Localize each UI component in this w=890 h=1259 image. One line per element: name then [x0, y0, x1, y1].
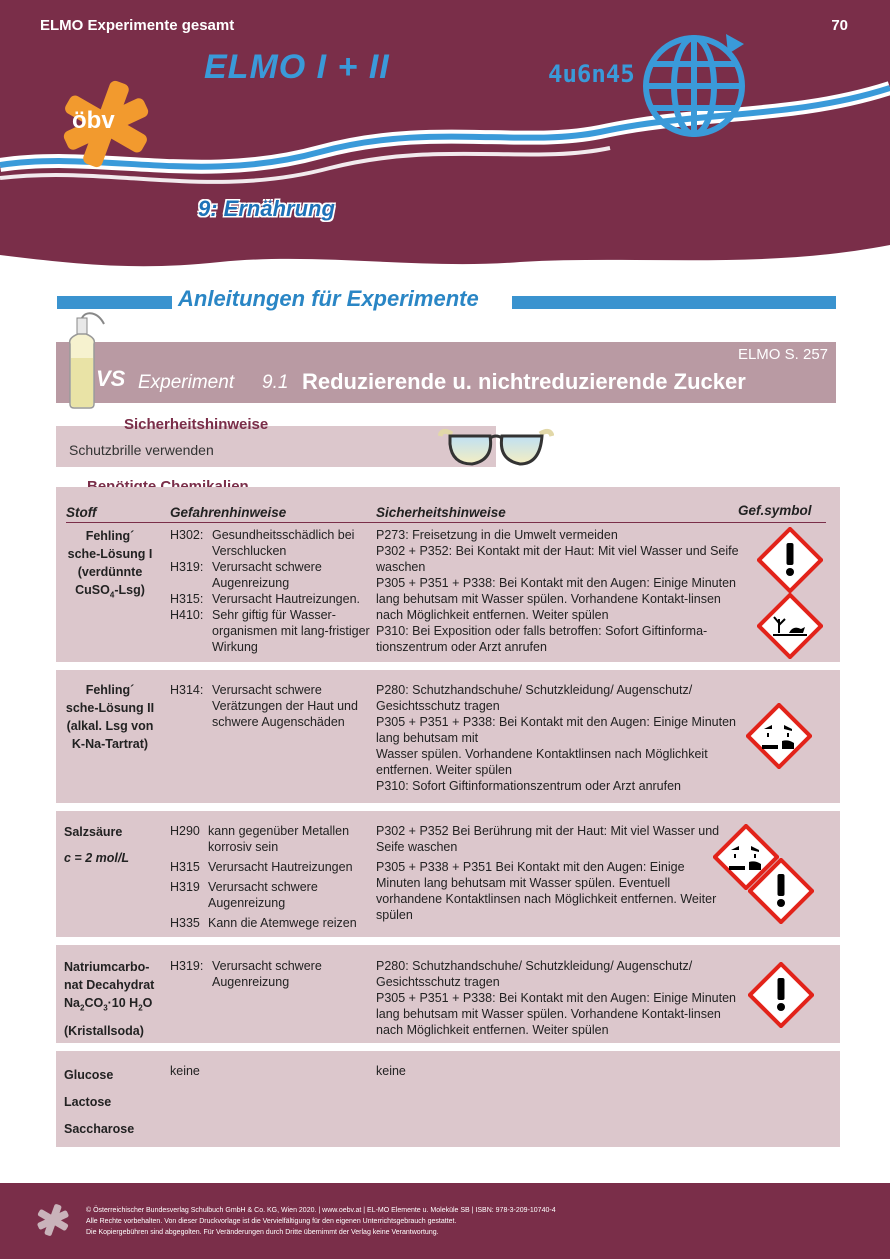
substance-name: Natriumcarbo- nat Decahydrat $Na_2CO_3\cdot 10$ $H_2O$ (Kristallsoda)	[64, 958, 168, 1040]
precaution-statements: P273: Freisetzung in die Umwelt vermeiden P302 + P352: Bei Kontakt mit der Haut: Mit viel Wasser und Seife waschen P305 + P351 + P338: Bei Kontakt mit den Augen: Einige Minuten lang behutsam mit Wasser spülen. Vorhandene Kontakt-linsen nach Möglichkeit entfernen. Weiter spülen P310: Bei Exposition oder falls betroffen: Sofort Giftinforma-tionszentrum oder Arzt anrufen	[376, 528, 739, 654]
online-code: 4u6n45	[548, 60, 635, 88]
column-header-hazard: Gefahrenhinweise	[170, 505, 287, 520]
safety-glasses-icon	[438, 424, 554, 470]
hazard-statements: H290 kann gegenüber Metallen korrosiv sein H315 Verursacht Hautreizungen H319 Verursacht schwere Augenreizung H335 Kann die Atemwege reizen	[170, 824, 357, 930]
precaution-statements: P280: Schutzhandschuhe/ Schutzkleidung/ Augenschutz/ Gesichtsschutz tragen P305 + P351 + P338: Bei Kontakt mit den Augen: Einige Minuten lang behutsam mit Wasser spülen. Vorhandene Kontaktlinsen nach Möglichkeit entfernen. Weiter spülen P310: Sofort Giftinformationszentrum oder Arzt anrufen	[376, 683, 736, 793]
precaution-statements: keine	[376, 1064, 406, 1078]
header-divider	[66, 522, 826, 523]
substance-name: Glucose Lactose Saccharose	[64, 1068, 135, 1136]
column-header-safety: Sicherheitshinweise	[376, 505, 506, 520]
page-header	[0, 0, 890, 280]
substance-name: Fehling´ sche-Lösung I (verdünnte CuSO$_4$-Lsg)	[60, 527, 160, 605]
page-footer	[0, 1183, 890, 1259]
hazard-statements: H302: Gesundheitsschädlich bei Verschlucken H319: Verursacht schwere Augenreizung H315: Verursacht Hautreizungen. H410: Sehr giftig für Wasser-organismen mit lang-fristiger Wirkung	[170, 528, 370, 654]
section-bar-left	[57, 296, 172, 309]
substance-formula: $Na_2CO_3\cdot 10$ $H_2O$	[64, 996, 153, 1013]
chapter-title: 9: Ernährung	[198, 196, 335, 221]
oebv-footer-logo-icon	[36, 1203, 70, 1237]
column-header-stoff: Stoff	[66, 505, 97, 520]
hazard-statements: keine	[170, 1064, 200, 1078]
exclamation-icon	[748, 858, 814, 924]
book-title: ELMO I + II	[204, 48, 390, 86]
section-title: Anleitungen für Experimente	[178, 286, 479, 311]
substance-formula: CuSO$_4$-Lsg)	[75, 583, 145, 600]
document-title: ELMO Experimente gesamt	[40, 17, 235, 34]
substance-name: Fehling´ sche-Lösung II (alkal. Lsg von K-Na-Tartrat)	[65, 683, 155, 751]
section-bar-right	[512, 296, 836, 309]
hazard-statements: H314: Verursacht schwere Verätzungen der Haut und schwere Augenschäden	[170, 683, 358, 729]
exclamation-icon	[748, 962, 814, 1028]
precaution-statements: P280: Schutzhandschuhe/ Schutzkleidung/ Augenschutz/ Gesichtsschutz tragen P305 + P351 + P338: Bei Kontakt mit den Augen: Einige Minuten lang behutsam mit Wasser spülen. Vorhandene Kontakt-linsen nach Möglichkeit entfernen. Weiter spülen	[376, 959, 736, 1037]
substance-concentration: c = 2 mol/L	[64, 851, 129, 865]
copyright-notice: © Österreichischer Bundesverlag Schulbuch GmbH & Co. KG, Wien 2020. | www.oebv.at | EL-MO Elemente u. Moleküle SB | ISBN: 978-3-209-10740-4 Alle Rechte vorbehalten. Von dieser Druckvorlage ist die Vervielfältigung für den eigenen Unterrichtsgebrauch gestattet. Die Kopiergebühren sind abgegolten. Für Veränderungen durch Dritte übernimmt der Verlag keine Verantwortung.	[86, 1207, 556, 1236]
precaution-statements: P302 + P352 Bei Berührung mit der Haut: Mit viel Wasser und Seife waschen P305 + P338 + P351 Bei Kontakt mit den Augen: Einige Minuten lang behutsam mit Wasser spülen. Eventuell vorhandene Kontaktlinsen nach Möglichkeit entfernen. Weiter spülen	[376, 824, 720, 922]
vs-badge: VS	[96, 366, 126, 391]
environment-icon	[757, 593, 823, 659]
experiment-title: Reduzierende u. nichtreduzierende Zucker	[302, 369, 746, 394]
experiment-number: 9.1	[262, 372, 289, 393]
experiment-banner	[56, 342, 836, 403]
hazard-statements: H319: Verursacht schwere Augenreizung	[170, 959, 322, 989]
substance-name: Salzsäure	[64, 825, 123, 839]
globe-icon	[640, 28, 752, 140]
experiment-label: Experiment	[138, 372, 235, 393]
safety-box	[56, 426, 496, 467]
safety-instruction: Schutzbrille verwenden	[69, 442, 214, 458]
safety-heading: Sicherheitshinweise	[124, 416, 269, 433]
book-reference: ELMO S. 257	[737, 346, 828, 363]
exclamation-icon	[757, 527, 823, 593]
wash-bottle-icon	[64, 310, 108, 410]
corrosion-icon	[746, 703, 812, 769]
column-header-symbol: Gef.symbol	[738, 503, 812, 518]
page-number: 70	[831, 17, 848, 34]
logo-text: öbv	[72, 107, 115, 134]
